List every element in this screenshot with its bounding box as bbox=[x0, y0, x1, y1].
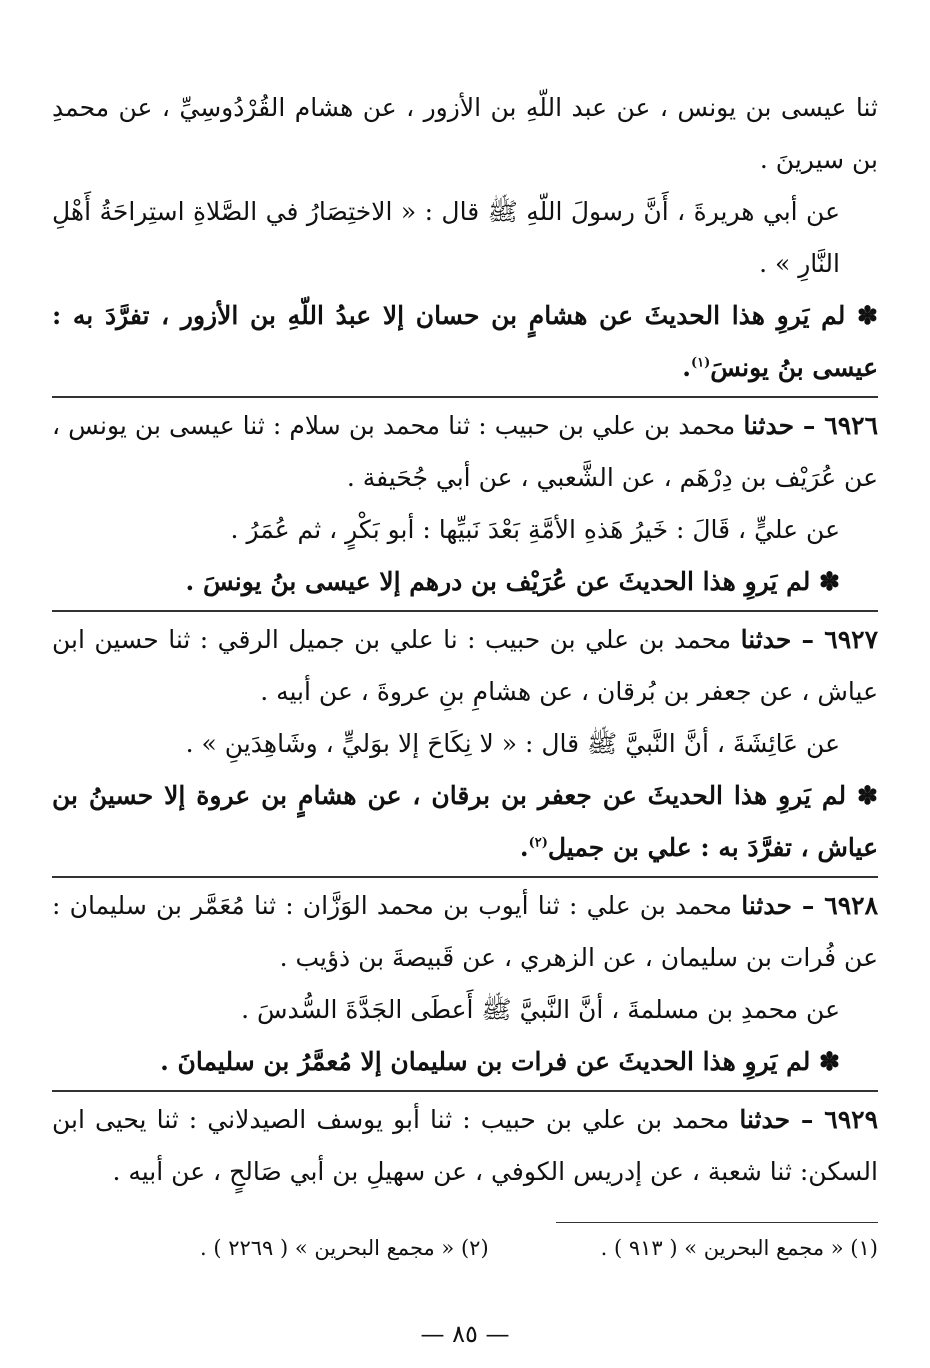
commentary-3: ✽ لم يَروِ هذا الحديثَ عن جعفر بن برقان ، عن هشامٍ بن عروة إلا حسينُ بن عياش ، تفرَّدَ به : علي بن جميل$^{(٢)}$. bbox=[52, 781, 878, 862]
hadith-6926: ٦٩٢٦ – حدثنا محمد بن علي بن حبيب : ثنا محمد بن سلام : ثنا عيسى بن يونس ، عن عُرَيْف بن دِرْهَم ، عن الشَّعبي ، عن أبي جُحَيفة . bbox=[52, 411, 878, 492]
footnotes bbox=[52, 1236, 878, 1260]
hadith-number: ٦٩٢٨ bbox=[824, 891, 878, 920]
hadith-lead: حدثنا bbox=[743, 411, 795, 440]
paragraph-matn-6926: عن عليٍّ ، قَالَ : خَيرُ هَذهِ الأمَّةِ بَعْدَ نَبيِّها : أبو بَكْرٍ ، ثم عُمَرُ . bbox=[230, 515, 840, 544]
footnote-ref-2: (٢) bbox=[528, 835, 548, 851]
hadith-number: ٦٩٢٩ bbox=[824, 1105, 878, 1134]
footnote-1: (١) « مجمع البحرين » ( ٩١٣ ) . bbox=[600, 1236, 878, 1260]
page-number: — ٨٥ — bbox=[420, 1320, 510, 1348]
paragraph-matn-6928: عن محمدِ بن مسلمةَ ، أنَّ النَّبيَّ ﷺ أَعطَى الجَدَّةَ السُّدسَ . bbox=[241, 995, 840, 1024]
commentary-2: ✽ لم يَروِ هذا الحديثَ عن عُرَيْف بن درهم إلا عيسى بنُ يونسَ . bbox=[185, 567, 840, 596]
hadith-number: ٦٩٢٦ bbox=[824, 411, 878, 440]
hadith-6929: ٦٩٢٩ – حدثنا محمد بن علي بن حبيب : ثنا أبو يوسف الصيدلاني : ثنا يحيى ابن السكن: ثنا شعبة ، عن إدريس الكوفي ، عن سهيلِ بن أبي صَالحٍ ، عن أبيه . bbox=[52, 1105, 878, 1186]
hadith-lead: حدثنا bbox=[739, 1105, 791, 1134]
hadith-number: ٦٩٢٧ bbox=[824, 625, 878, 654]
paragraph-1: ثنا عيسى بن يونس ، عن عبد اللّهِ بن الأزور ، عن هشام القُرْدُوسِيِّ ، عن محمدِ بن سيرينَ . bbox=[52, 93, 878, 174]
footnote-2: (٢) « مجمع البحرين » ( ٢٢٦٩ ) . bbox=[200, 1236, 489, 1260]
commentary-4: ✽ لم يَروِ هذا الحديثَ عن فرات بن سليمان إلا مُعمَّرُ بن سليمانَ . bbox=[160, 1047, 840, 1076]
paragraph-2: عن أبي هريرةَ ، أَنَّ رسولَ اللّهِ ﷺ قال : « الاختِصَارُ في الصَّلاةِ استِراحَةُ أَهْلِ النَّارِ » . bbox=[52, 197, 840, 278]
hadith-lead: حدثنا bbox=[741, 891, 792, 920]
commentary-1: ✽ لم يَروِ هذا الحديثَ عن هشامٍ بن حسان إلا عبدُ اللّهِ بن الأزور ، تفرَّدَ به : عيسى بنُ يونسَ$^{(١)}$. bbox=[52, 301, 878, 382]
paragraph-matn-6927: عن عَائِشَةَ ، أنَّ النَّبيَّ ﷺ قال : « لا نِكَاحَ إلا بوَليٍّ ، وشَاهِدَينِ » . bbox=[185, 729, 840, 758]
hadith-lead: حدثنا bbox=[740, 625, 792, 654]
hadith-6927: ٦٩٢٧ – حدثنا محمد بن علي بن حبيب : نا علي بن جميل الرقي : ثنا حسين ابن عياش ، عن جعفر بن بُرقان ، عن هشامِ بنِ عروةَ ، عن أبيه . bbox=[52, 625, 878, 706]
footnote-ref-1: (١) bbox=[691, 355, 711, 371]
footnote-rule bbox=[556, 1222, 878, 1223]
body-text bbox=[52, 82, 878, 1198]
hadith-6928: ٦٩٢٨ – حدثنا محمد بن علي : ثنا أيوب بن محمد الوَزَّان : ثنا مُعَمَّر بن سليمان : عن فُرات بن سليمان ، عن الزهري ، عن قَبيصةَ بن ذؤيب . bbox=[52, 891, 878, 972]
